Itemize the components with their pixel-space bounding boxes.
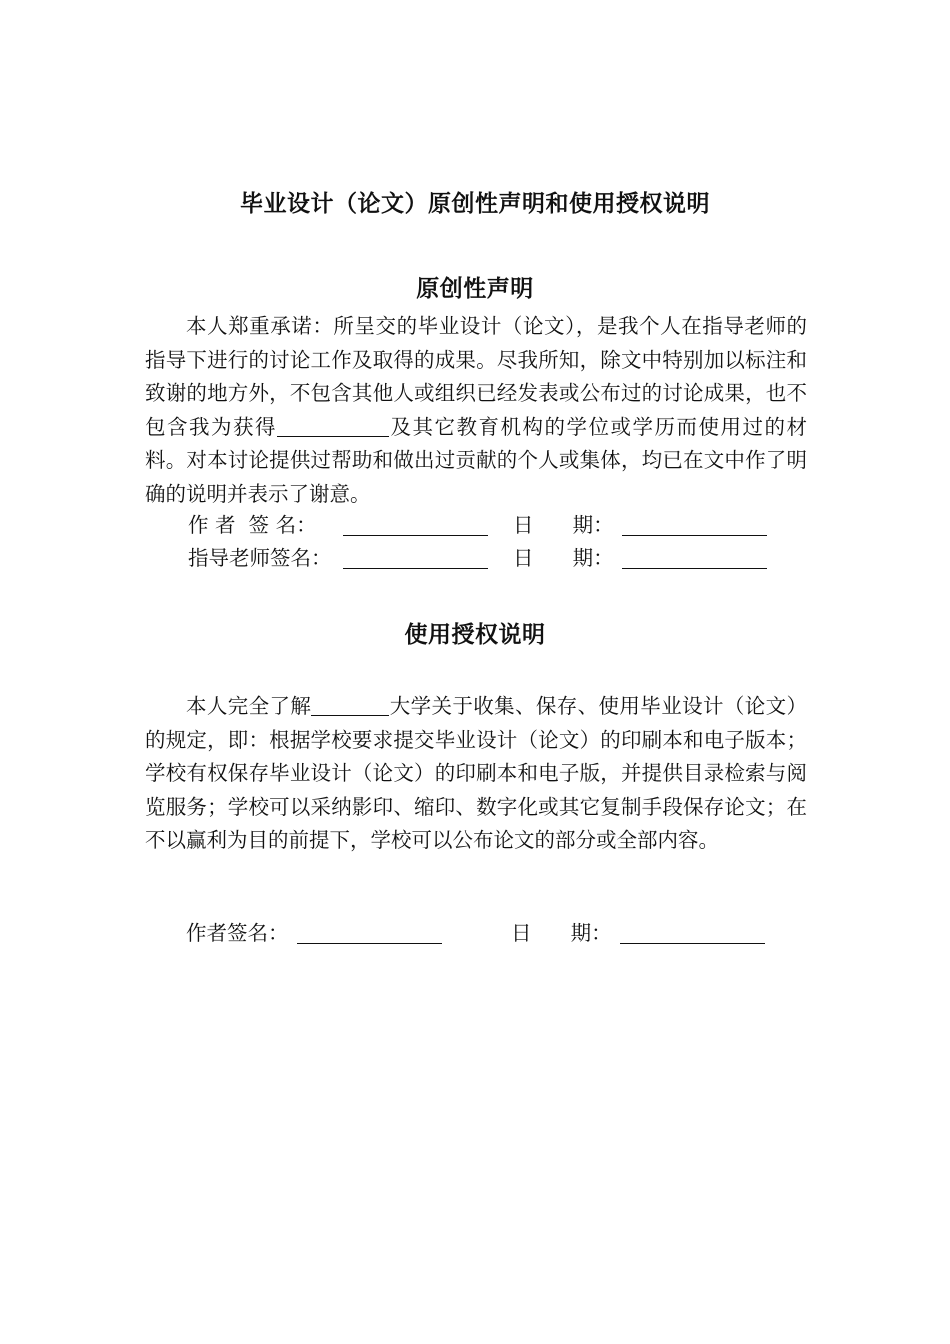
advisor-signature-line[interactable] [343,568,488,569]
originality-paragraph [145,310,807,511]
author-signature-row [0,510,950,540]
authorization-paragraph [145,690,807,858]
originality-text-part1: 本人郑重承诺：所呈交的毕业设计（论文），是我个人在指导老师的指导下进行的讨论工作及取得的成果。尽我所知，除文中特别加以标注和致谢的地方外，不包含其他人或组织已经发表或公布过的讨论成果，也不包含我为获得 [145,314,807,439]
final-date-label: 日 期： [511,921,612,945]
originality-heading: 原创性声明 [416,276,534,302]
date-label-1: 日 期： [513,513,614,537]
authorization-heading: 使用授权说明 [404,622,546,648]
document-title: 毕业设计（论文）原创性声明和使用授权说明 [240,191,710,217]
originality-text-part2: 及其它教育机构的学位或学历而使用过的材料。对本讨论提供过帮助和做出过贡献的个人或集体，均已在文中作了明确的说明并表示了谢意。 [145,414,807,506]
authorization-text-part1: 本人完全了解 [186,694,312,718]
date-line-2[interactable] [622,568,767,569]
date-line-1[interactable] [622,535,767,536]
final-author-sign-label: 作者签名： [186,921,289,945]
final-date-line[interactable] [620,943,765,944]
author-signature-line[interactable] [343,535,488,536]
advisor-sign-label: 指导老师签名： [188,546,332,570]
university-blank[interactable] [311,693,389,716]
author-sign-label: 作 者 签 名： [188,513,317,537]
authorization-text-part2: 大学关于收集、保存、使用毕业设计（论文）的规定，即：根据学校要求提交毕业设计（论文）的印刷本和电子版本；学校有权保存毕业设计（论文）的印刷本和电子版，并提供目录检索与阅览服务；学校可以采纳影印、缩印、数字化或其它复制手段保存论文；在不以赢利为目的前提下，学校可以公布论文的部分或全部内容。 [145,694,808,852]
degree-blank[interactable] [277,414,389,437]
advisor-signature-row [0,543,950,573]
date-label-2: 日 期： [513,546,614,570]
final-signature-row [0,918,950,948]
final-author-signature-line[interactable] [297,943,442,944]
